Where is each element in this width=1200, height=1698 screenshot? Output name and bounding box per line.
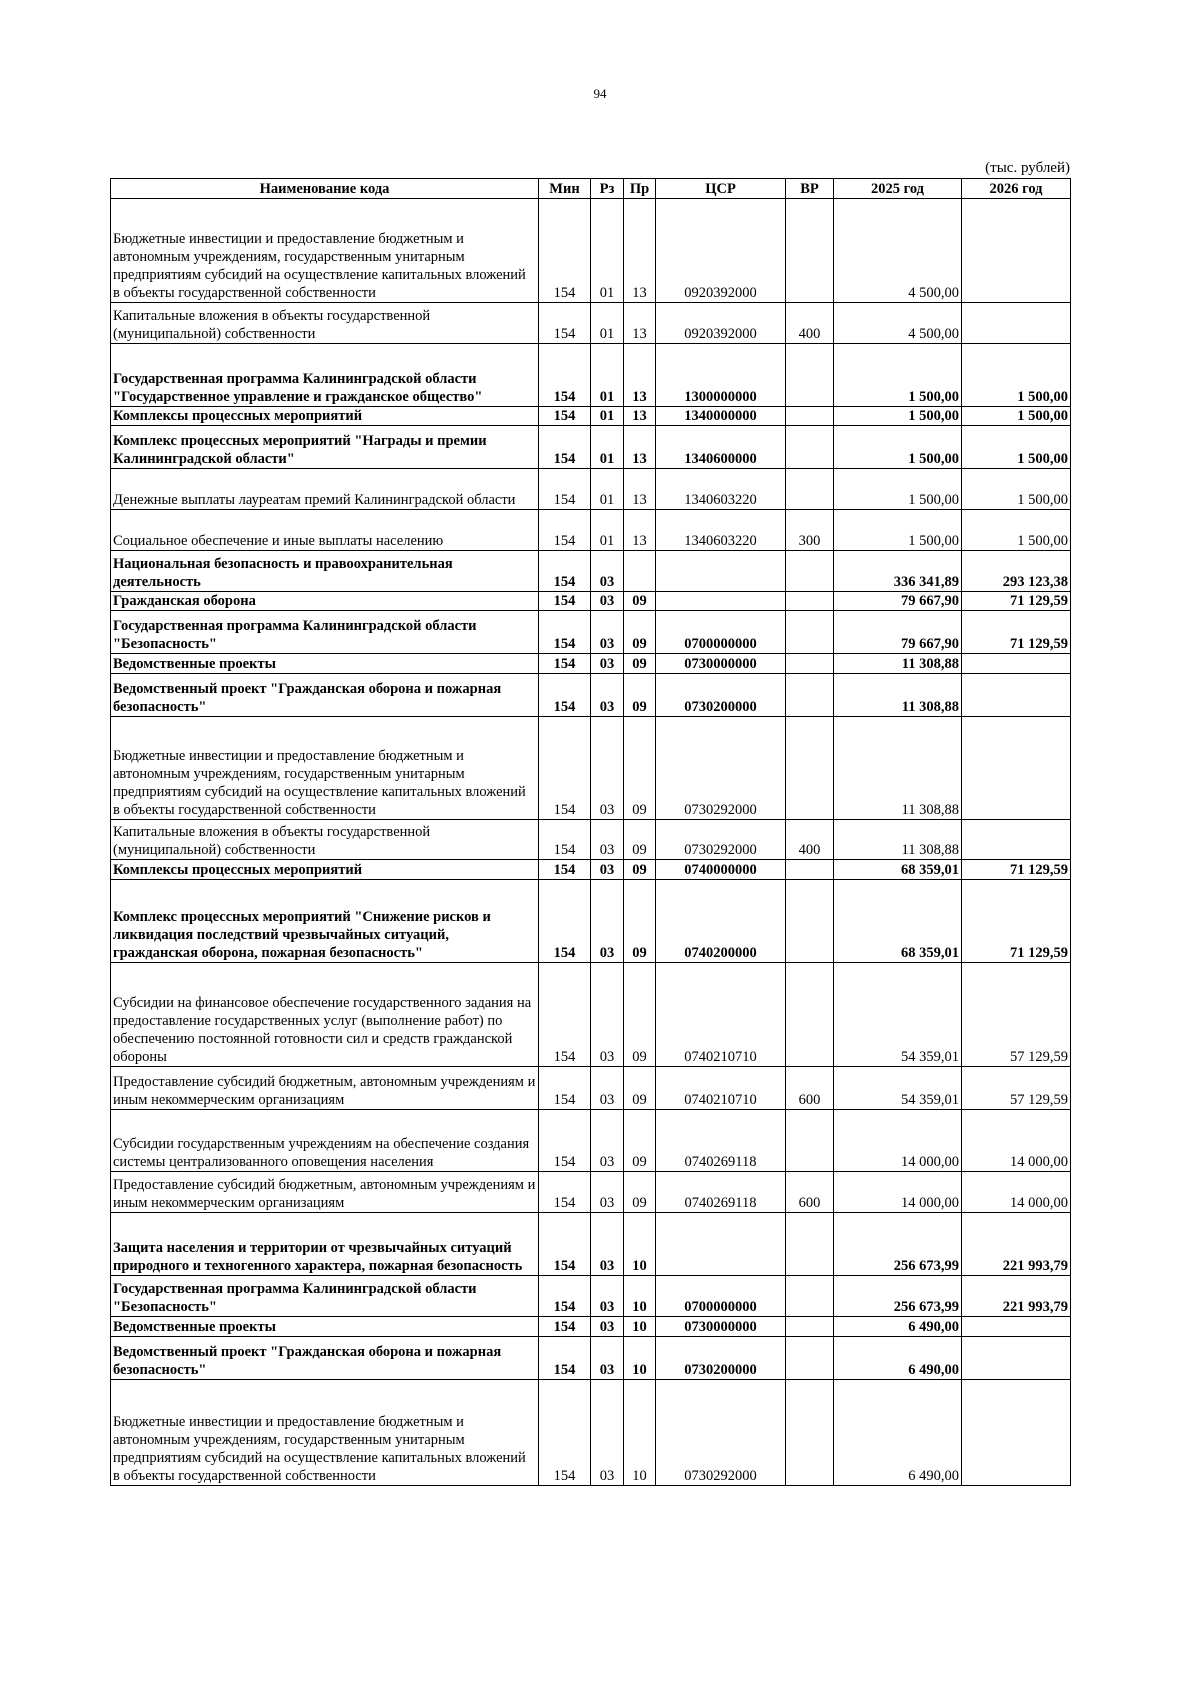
table-row	[111, 551, 1071, 592]
cell-2025: 4 500,00	[834, 199, 962, 303]
cell-min: 154	[539, 592, 591, 611]
table-body	[111, 199, 1071, 1486]
cell-name: Бюджетные инвестиции и предоставление бюджетным и автономным учреждениям, государственным унитарным предприятиям субсидий на осуществление капитальных вложений в объекты государственной собственности	[111, 1380, 539, 1486]
cell-2026: 71 129,59	[962, 592, 1071, 611]
cell-csr: 0730292000	[656, 717, 786, 820]
cell-vr	[786, 1380, 834, 1486]
cell-pr: 09	[624, 1110, 656, 1172]
cell-name: Денежные выплаты лауреатам премий Калининградской области	[111, 469, 539, 510]
table-row	[111, 344, 1071, 407]
cell-min: 154	[539, 199, 591, 303]
cell-min: 154	[539, 611, 591, 654]
cell-2025: 6 490,00	[834, 1337, 962, 1380]
cell-pr: 09	[624, 963, 656, 1067]
cell-pr: 10	[624, 1337, 656, 1380]
table-row	[111, 510, 1071, 551]
cell-csr	[656, 1213, 786, 1276]
cell-name: Бюджетные инвестиции и предоставление бюджетным и автономным учреждениям, государственным унитарным предприятиям субсидий на осуществление капитальных вложений в объекты государственной собственности	[111, 717, 539, 820]
cell-csr: 0740200000	[656, 880, 786, 963]
cell-pr: 09	[624, 1067, 656, 1110]
cell-vr	[786, 654, 834, 674]
cell-csr: 0920392000	[656, 199, 786, 303]
cell-rz: 03	[591, 1213, 624, 1276]
cell-name: Комплексы процессных мероприятий	[111, 860, 539, 880]
cell-name: Национальная безопасность и правоохранительная деятельность	[111, 551, 539, 592]
cell-2026: 1 500,00	[962, 426, 1071, 469]
cell-pr: 09	[624, 860, 656, 880]
cell-rz: 01	[591, 407, 624, 426]
cell-rz: 03	[591, 880, 624, 963]
table-row	[111, 1317, 1071, 1337]
table-row	[111, 407, 1071, 426]
cell-min: 154	[539, 469, 591, 510]
cell-name: Ведомственный проект "Гражданская оборона и пожарная безопасность"	[111, 674, 539, 717]
cell-2025: 11 308,88	[834, 654, 962, 674]
cell-min: 154	[539, 1276, 591, 1317]
cell-rz: 01	[591, 469, 624, 510]
table-row	[111, 880, 1071, 963]
table-row	[111, 1380, 1071, 1486]
cell-pr: 13	[624, 407, 656, 426]
cell-csr	[656, 551, 786, 592]
cell-vr	[786, 551, 834, 592]
cell-min: 154	[539, 344, 591, 407]
budget-table	[110, 178, 1071, 1486]
cell-pr: 13	[624, 344, 656, 407]
cell-2025: 4 500,00	[834, 303, 962, 344]
cell-rz: 03	[591, 654, 624, 674]
cell-rz: 01	[591, 344, 624, 407]
cell-vr: 300	[786, 510, 834, 551]
cell-pr: 09	[624, 674, 656, 717]
cell-min: 154	[539, 1067, 591, 1110]
cell-name: Предоставление субсидий бюджетным, автономным учреждениям и иным некоммерческим организациям	[111, 1067, 539, 1110]
cell-csr: 1340600000	[656, 426, 786, 469]
cell-2026	[962, 654, 1071, 674]
cell-name: Предоставление субсидий бюджетным, автономным учреждениям и иным некоммерческим организациям	[111, 1172, 539, 1213]
cell-pr: 10	[624, 1276, 656, 1317]
cell-pr: 10	[624, 1317, 656, 1337]
cell-rz: 03	[591, 551, 624, 592]
table-row	[111, 1067, 1071, 1110]
cell-name: Капитальные вложения в объекты государственной (муниципальной) собственности	[111, 303, 539, 344]
cell-min: 154	[539, 551, 591, 592]
cell-vr	[786, 592, 834, 611]
cell-2025: 79 667,90	[834, 611, 962, 654]
cell-rz: 03	[591, 674, 624, 717]
cell-pr: 09	[624, 654, 656, 674]
cell-min: 154	[539, 407, 591, 426]
cell-2026: 57 129,59	[962, 1067, 1071, 1110]
header-min: Мин	[539, 179, 591, 199]
cell-rz: 03	[591, 717, 624, 820]
cell-rz: 03	[591, 1110, 624, 1172]
cell-csr: 0730292000	[656, 1380, 786, 1486]
cell-2025: 14 000,00	[834, 1110, 962, 1172]
cell-min: 154	[539, 880, 591, 963]
header-name: Наименование кода	[111, 179, 539, 199]
cell-vr	[786, 1337, 834, 1380]
cell-vr	[786, 1110, 834, 1172]
cell-2025: 54 359,01	[834, 1067, 962, 1110]
cell-vr: 600	[786, 1172, 834, 1213]
cell-2026: 1 500,00	[962, 407, 1071, 426]
cell-2025: 68 359,01	[834, 860, 962, 880]
cell-2026: 71 129,59	[962, 611, 1071, 654]
cell-vr	[786, 1317, 834, 1337]
cell-csr: 0730000000	[656, 654, 786, 674]
cell-2025: 1 500,00	[834, 407, 962, 426]
cell-min: 154	[539, 1213, 591, 1276]
cell-min: 154	[539, 1317, 591, 1337]
table-header-row	[111, 179, 1071, 199]
cell-2026: 71 129,59	[962, 880, 1071, 963]
cell-rz: 01	[591, 199, 624, 303]
cell-pr: 13	[624, 510, 656, 551]
cell-rz: 03	[591, 1380, 624, 1486]
cell-vr	[786, 963, 834, 1067]
cell-2026: 221 993,79	[962, 1213, 1071, 1276]
cell-min: 154	[539, 1337, 591, 1380]
cell-min: 154	[539, 963, 591, 1067]
cell-min: 154	[539, 1380, 591, 1486]
table-row	[111, 1337, 1071, 1380]
cell-vr	[786, 426, 834, 469]
cell-vr	[786, 880, 834, 963]
cell-2025: 6 490,00	[834, 1317, 962, 1337]
table-row	[111, 674, 1071, 717]
page-number: 94	[593, 86, 607, 101]
cell-rz: 03	[591, 1067, 624, 1110]
cell-name: Бюджетные инвестиции и предоставление бюджетным и автономным учреждениям, государственным унитарным предприятиям субсидий на осуществление капитальных вложений в объекты государственной собственности	[111, 199, 539, 303]
cell-min: 154	[539, 654, 591, 674]
cell-2026	[962, 1337, 1071, 1380]
cell-name: Комплекс процессных мероприятий "Награды и премии Калининградской области"	[111, 426, 539, 469]
cell-csr: 0730200000	[656, 1337, 786, 1380]
cell-2025: 68 359,01	[834, 880, 962, 963]
cell-pr: 09	[624, 1172, 656, 1213]
cell-2026: 71 129,59	[962, 860, 1071, 880]
cell-2025: 336 341,89	[834, 551, 962, 592]
cell-rz: 03	[591, 1317, 624, 1337]
cell-vr	[786, 1213, 834, 1276]
header-vr: ВР	[786, 179, 834, 199]
cell-name: Государственная программа Калининградской области "Безопасность"	[111, 1276, 539, 1317]
units-label: (тыс. рублей)	[985, 160, 1070, 176]
cell-vr	[786, 1276, 834, 1317]
cell-vr	[786, 469, 834, 510]
cell-min: 154	[539, 674, 591, 717]
cell-2025: 11 308,88	[834, 717, 962, 820]
cell-csr: 0700000000	[656, 611, 786, 654]
header-csr: ЦСР	[656, 179, 786, 199]
table-row	[111, 303, 1071, 344]
cell-csr: 0740210710	[656, 1067, 786, 1110]
cell-2025: 6 490,00	[834, 1380, 962, 1486]
table-row	[111, 1276, 1071, 1317]
cell-min: 154	[539, 860, 591, 880]
cell-csr: 0730000000	[656, 1317, 786, 1337]
cell-csr: 0730200000	[656, 674, 786, 717]
cell-pr: 10	[624, 1380, 656, 1486]
cell-csr: 0730292000	[656, 820, 786, 860]
table-row	[111, 592, 1071, 611]
cell-2026: 1 500,00	[962, 344, 1071, 407]
cell-name: Капитальные вложения в объекты государственной (муниципальной) собственности	[111, 820, 539, 860]
cell-2026	[962, 199, 1071, 303]
cell-2026: 1 500,00	[962, 510, 1071, 551]
table-row	[111, 1172, 1071, 1213]
cell-pr: 13	[624, 469, 656, 510]
cell-vr	[786, 407, 834, 426]
cell-vr	[786, 717, 834, 820]
table-row	[111, 1213, 1071, 1276]
table-row	[111, 469, 1071, 510]
cell-name: Государственная программа Калининградской области "Безопасность"	[111, 611, 539, 654]
cell-vr: 600	[786, 1067, 834, 1110]
cell-2025: 54 359,01	[834, 963, 962, 1067]
cell-pr: 09	[624, 611, 656, 654]
cell-name: Гражданская оборона	[111, 592, 539, 611]
cell-min: 154	[539, 717, 591, 820]
cell-csr: 1340000000	[656, 407, 786, 426]
cell-2026	[962, 303, 1071, 344]
cell-csr: 1300000000	[656, 344, 786, 407]
cell-2026: 221 993,79	[962, 1276, 1071, 1317]
cell-csr: 0740269118	[656, 1110, 786, 1172]
cell-2026: 293 123,38	[962, 551, 1071, 592]
cell-csr: 1340603220	[656, 469, 786, 510]
header-rz: Рз	[591, 179, 624, 199]
cell-pr: 09	[624, 820, 656, 860]
cell-pr: 13	[624, 426, 656, 469]
cell-pr: 13	[624, 303, 656, 344]
header-2025: 2025 год	[834, 179, 962, 199]
cell-2025: 11 308,88	[834, 820, 962, 860]
cell-pr: 09	[624, 880, 656, 963]
cell-name: Государственная программа Калининградской области "Государственное управление и гражданское общество"	[111, 344, 539, 407]
cell-rz: 03	[591, 820, 624, 860]
cell-2026	[962, 1380, 1071, 1486]
cell-min: 154	[539, 1172, 591, 1213]
cell-rz: 03	[591, 1172, 624, 1213]
cell-pr: 13	[624, 199, 656, 303]
cell-2025: 1 500,00	[834, 344, 962, 407]
table-row	[111, 1110, 1071, 1172]
cell-pr: 09	[624, 592, 656, 611]
cell-csr: 0740000000	[656, 860, 786, 880]
cell-2026: 57 129,59	[962, 963, 1071, 1067]
cell-csr	[656, 592, 786, 611]
cell-2025: 1 500,00	[834, 510, 962, 551]
cell-rz: 03	[591, 611, 624, 654]
cell-pr: 09	[624, 717, 656, 820]
cell-2025: 1 500,00	[834, 426, 962, 469]
cell-2026	[962, 717, 1071, 820]
cell-vr	[786, 344, 834, 407]
table-row	[111, 199, 1071, 303]
cell-vr	[786, 199, 834, 303]
cell-rz: 01	[591, 510, 624, 551]
cell-csr: 0740210710	[656, 963, 786, 1067]
table-row	[111, 717, 1071, 820]
cell-rz: 03	[591, 1276, 624, 1317]
cell-2026: 1 500,00	[962, 469, 1071, 510]
cell-name: Социальное обеспечение и иные выплаты населению	[111, 510, 539, 551]
cell-min: 154	[539, 1110, 591, 1172]
cell-rz: 03	[591, 1337, 624, 1380]
cell-vr	[786, 860, 834, 880]
cell-name: Ведомственный проект "Гражданская оборона и пожарная безопасность"	[111, 1337, 539, 1380]
cell-vr	[786, 611, 834, 654]
cell-2026: 14 000,00	[962, 1110, 1071, 1172]
cell-2025: 14 000,00	[834, 1172, 962, 1213]
table-row	[111, 820, 1071, 860]
cell-name: Ведомственные проекты	[111, 1317, 539, 1337]
cell-csr: 0920392000	[656, 303, 786, 344]
cell-2026	[962, 674, 1071, 717]
cell-rz: 01	[591, 303, 624, 344]
cell-name: Защита населения и территории от чрезвычайных ситуаций природного и техногенного характера, пожарная безопасность	[111, 1213, 539, 1276]
cell-name: Комплексы процессных мероприятий	[111, 407, 539, 426]
cell-pr: 10	[624, 1213, 656, 1276]
header-pr: Пр	[624, 179, 656, 199]
cell-vr: 400	[786, 303, 834, 344]
table-row	[111, 611, 1071, 654]
cell-csr: 1340603220	[656, 510, 786, 551]
cell-name: Ведомственные проекты	[111, 654, 539, 674]
cell-name: Комплекс процессных мероприятий "Снижение рисков и ликвидация последствий чрезвычайных ситуаций, гражданская оборона, пожарная безопасность"	[111, 880, 539, 963]
cell-2026	[962, 1317, 1071, 1337]
cell-2025: 11 308,88	[834, 674, 962, 717]
cell-csr: 0700000000	[656, 1276, 786, 1317]
table-row	[111, 963, 1071, 1067]
cell-rz: 03	[591, 592, 624, 611]
cell-vr	[786, 674, 834, 717]
table-row	[111, 654, 1071, 674]
cell-min: 154	[539, 510, 591, 551]
cell-min: 154	[539, 820, 591, 860]
cell-csr: 0740269118	[656, 1172, 786, 1213]
cell-2025: 256 673,99	[834, 1276, 962, 1317]
cell-rz: 03	[591, 963, 624, 1067]
cell-2026: 14 000,00	[962, 1172, 1071, 1213]
cell-2025: 256 673,99	[834, 1213, 962, 1276]
table-row	[111, 426, 1071, 469]
cell-name: Субсидии государственным учреждениям на обеспечение создания системы централизованного оповещения населения	[111, 1110, 539, 1172]
table-row	[111, 860, 1071, 880]
cell-rz: 01	[591, 426, 624, 469]
header-2026: 2026 год	[962, 179, 1071, 199]
cell-2025: 79 667,90	[834, 592, 962, 611]
cell-min: 154	[539, 426, 591, 469]
cell-vr: 400	[786, 820, 834, 860]
cell-rz: 03	[591, 860, 624, 880]
cell-2025: 1 500,00	[834, 469, 962, 510]
cell-2026	[962, 820, 1071, 860]
cell-min: 154	[539, 303, 591, 344]
cell-pr	[624, 551, 656, 592]
cell-name: Субсидии на финансовое обеспечение государственного задания на предоставление государственных услуг (выполнение работ) по обеспечению постоянной готовности сил и средств гражданской обороны	[111, 963, 539, 1067]
